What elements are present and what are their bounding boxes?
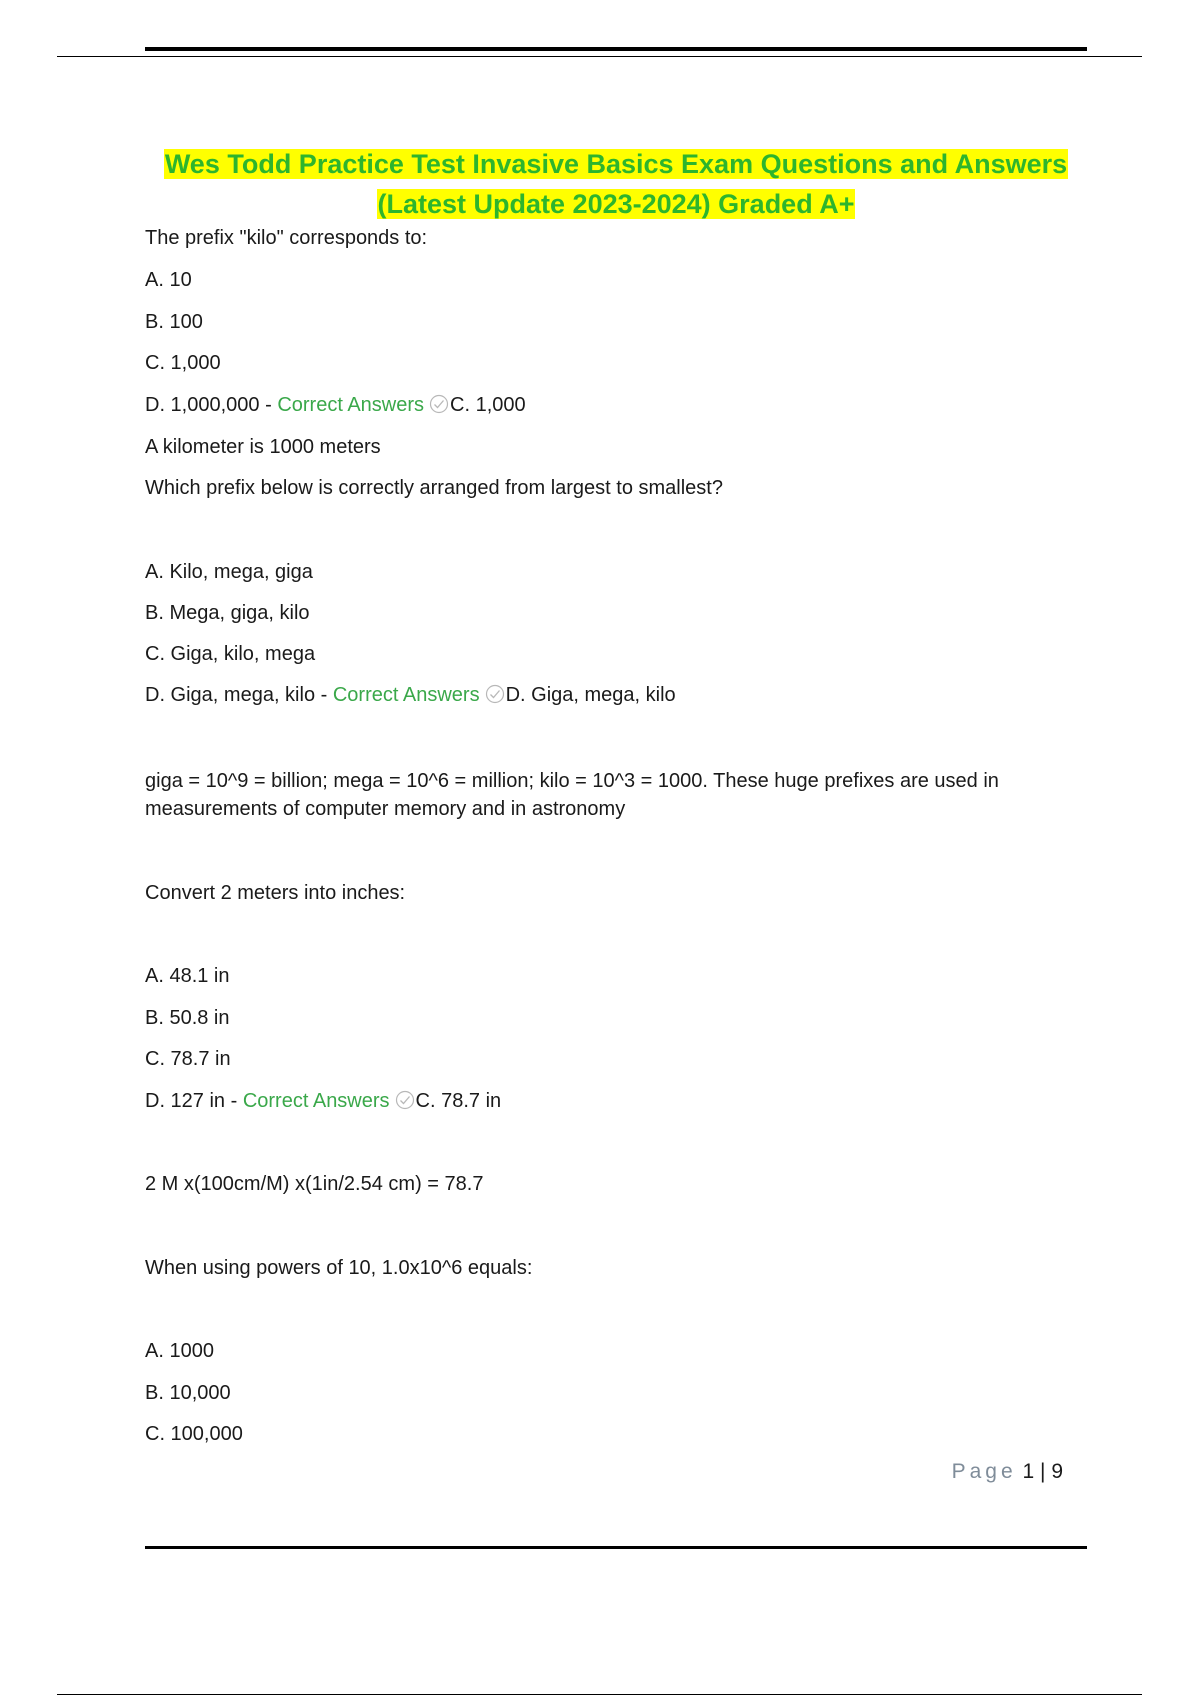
q4-question: When using powers of 10, 1.0x10^6 equals: (145, 1257, 533, 1279)
q4-option-b: B. 10,000 (145, 1382, 231, 1404)
footer-rule (145, 1546, 1087, 1549)
page-word: Page (951, 1460, 1017, 1483)
q1-explanation: A kilometer is 1000 meters (145, 436, 381, 458)
q1-correct-label: Correct Answers (277, 394, 425, 416)
q2-option-b: B. Mega, giga, kilo (145, 602, 310, 624)
document-title (145, 144, 1087, 224)
q2-option-d: D. Giga, mega, kilo - (145, 684, 328, 706)
q3-explanation: 2 M x(100cm/M) x(1in/2.54 cm) = 78.7 (145, 1173, 484, 1195)
title-line-1: Wes Todd Practice Test Invasive Basics Exam Questions and Answers (164, 149, 1068, 179)
q3-option-d-row (145, 1088, 1087, 1115)
q1-option-c: C. 1,000 (145, 352, 221, 374)
q1-answer: C. 1,000 (450, 394, 526, 416)
title-line-2: (Latest Update 2023-2024) Graded A+ (377, 189, 855, 219)
q1-option-d-row (145, 392, 1087, 419)
q3-option-c: C. 78.7 in (145, 1048, 231, 1070)
q1-option-b: B. 100 (145, 311, 203, 333)
header-rule (145, 47, 1087, 51)
q2-option-d-row (145, 682, 1087, 709)
page-number (952, 1459, 1063, 1485)
q2-option-c: C. Giga, kilo, mega (145, 643, 316, 665)
q4-option-c: C. 100,000 (145, 1423, 243, 1445)
check-circle-icon (429, 394, 449, 414)
q2-question: Which prefix below is correctly arranged from largest to smallest? (145, 477, 723, 499)
q1-option-d: D. 1,000,000 - (145, 394, 272, 416)
check-circle-icon (395, 1090, 415, 1110)
q2-option-a: A. Kilo, mega, giga (145, 561, 313, 583)
page-border-bottom (57, 1694, 1142, 1695)
q2-explanation: giga = 10^9 = billion; mega = 10^6 = million; kilo = 10^3 = 1000. These huge prefixes are used in measurements of computer memory and in astronomy (145, 770, 999, 820)
q4-option-a: A. 1000 (145, 1340, 214, 1362)
q3-question: Convert 2 meters into inches: (145, 882, 406, 904)
q2-answer: D. Giga, mega, kilo (505, 684, 676, 706)
q3-option-b: B. 50.8 in (145, 1007, 230, 1029)
q3-answer: C. 78.7 in (415, 1090, 502, 1112)
q3-option-d: D. 127 in - (145, 1090, 238, 1112)
check-circle-icon (485, 684, 505, 704)
q2-correct-label: Correct Answers (332, 684, 480, 706)
q3-option-a: A. 48.1 in (145, 965, 230, 987)
page-count: 1 | 9 (1022, 1460, 1063, 1483)
page-border-top (57, 56, 1142, 57)
q1-option-a: A. 10 (145, 269, 192, 291)
q3-correct-label: Correct Answers (242, 1090, 390, 1112)
q1-question: The prefix "kilo" corresponds to: (145, 227, 428, 249)
